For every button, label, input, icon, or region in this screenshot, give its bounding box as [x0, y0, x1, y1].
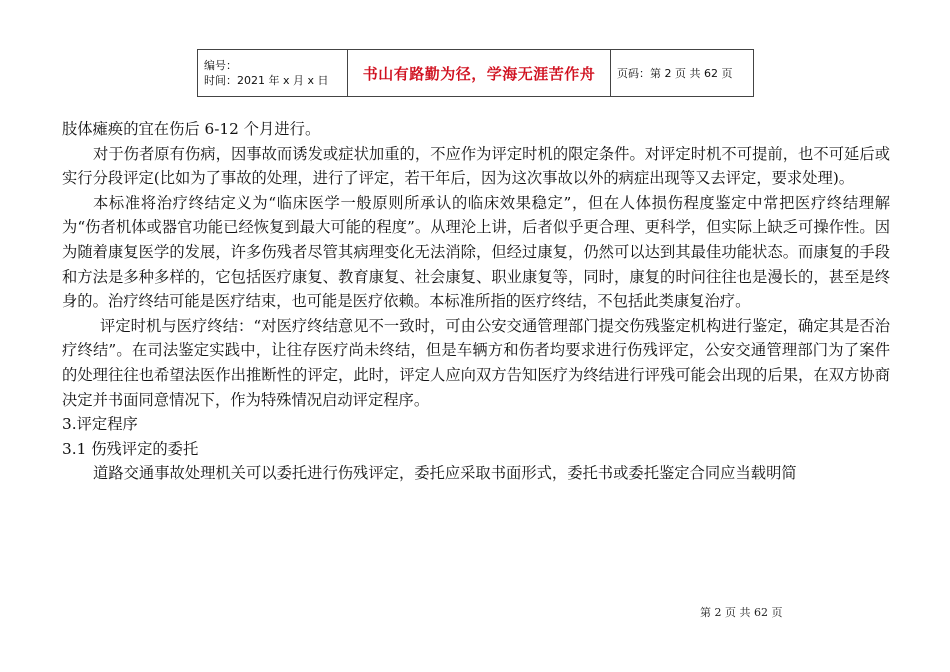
paragraph-5: 道路交通事故处理机关可以委托进行伤残评定，委托应采取书面形式，委托书或委托鉴定合同应当载明简: [93, 464, 797, 483]
paragraph-2: 对于伤者原有伤病，因事故而诱发或症状加重的，不应作为评定时机的限定条件。对评定时机不可提前，也不可延后或实行分段评定(比如为了事故的处理，进行了评定，若干年后，因为这次事故以外的病症出现等又去评定，要求处理)。: [62, 144, 890, 188]
document-time-label: 时间：2021 年 x 月 x 日: [204, 74, 329, 87]
paragraph-3: 本标准将治疗终结定义为“临床医学一般原则所承认的临床效果稳定”，但在人体损伤程度鉴定中常把医疗终结理解为“伤者机体或器官功能已经恢复到最大可能的程度”。从理沦上讲，后者似乎更合理、更科学，但实际上缺乏可操作性。因为随着康复医学的发展，许多伤残者尽管其病理变化无法消除，但经过康复，仍然可以达到其最佳功能状态。而康复的手段和方法是多种多样的，它包括医疗康复、教育康复、社会康复、职业康复等，同时，康复的时问往往也是漫长的，甚至是终身的。治疗终结可能是医疗结束，也可能是医疗依赖。本标准所指的医疗终结，不包括此类康复治疗。: [62, 193, 890, 311]
header-table: [197, 49, 754, 97]
paragraph-4: 评定时机与医疗终结：“对医疗终结意见不一致时，可由公安交通管理部门提交伤残鉴定机构进行鉴定，确定其是否治疗终结”。在司法鉴定实践中，让往存医疗尚未终结，但是车辆方和伤者均要求进行伤残评定，公安交通管理部门为了案件的处理往往也希望法医作出推断性的评定，此时，评定人应向双方告知医疗为终结进行评残可能会出现的后果，在双方协商决定并书面同意情况下，作为特殊情况启动评定程序。: [62, 316, 890, 409]
document-number-label: 编号：: [204, 59, 237, 72]
paragraph-1: 肢体瘫痪的宜在伤后 6-12 个月进行。: [62, 120, 321, 138]
section-heading-3: 3.评定程序: [62, 415, 138, 434]
document-body: [62, 117, 890, 486]
page-footer: 第 2 页 共 62 页: [700, 606, 783, 619]
header-page-label: 页码：第 2 页 共 62 页: [611, 50, 754, 97]
header-info-cell: [198, 50, 348, 97]
header-motto: 书山有路勤为径，学海无涯苦作舟: [348, 50, 611, 97]
section-heading-3-1: 3.1 伤残评定的委托: [62, 439, 199, 458]
